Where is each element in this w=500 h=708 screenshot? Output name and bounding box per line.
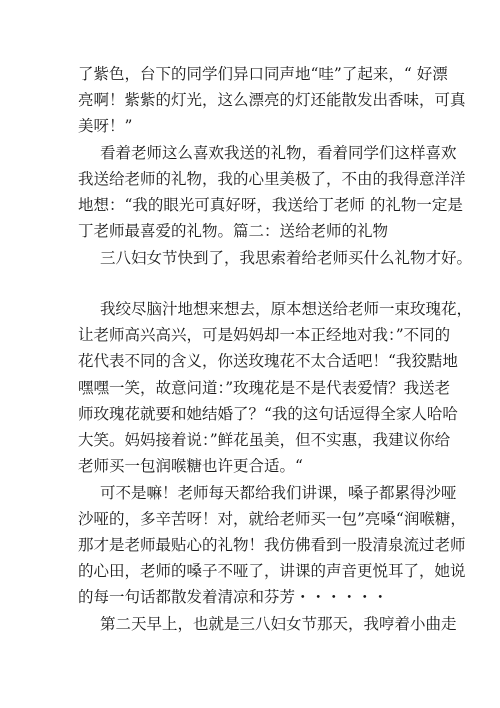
text-line: 让老师高兴高兴，可是妈妈却一本正经地对我：”不同的 [78,326,451,344]
paragraph-start-line: 三八妇女节快到了，我思索着给老师买什么礼物才好。 [100,249,473,267]
text-line: 沙哑的，多辛苦呀！对，就给老师买一包”亮嗓“润喉糖， [78,510,466,528]
text-line: 亮啊！紫紫的灯光，这么漂亮的灯还能散发出香味，可真 [78,91,466,109]
text-line: 地想：“我的眼光可真好呀，我送给丁老师 的礼物一定是 [78,196,463,214]
text-line: 美呀！” [78,117,133,135]
text-line: 师玫瑰花就要和她结婚了？“我的这句话逗得全家人哈哈 [78,405,458,423]
text-line: 的每一句话都散发着清凉和芬芳・・・・・・ [78,588,389,606]
text-line: 嘿嘿一笑，故意问道：”玫瑰花是不是代表爱情？我送老 [78,379,451,397]
paragraph-start-line: 看着老师这么喜欢我送的礼物，看着同学们这样喜欢 [100,144,457,162]
text-line: 大笑。妈妈接着说：”鲜花虽美，但不实惠，我建议你给 [78,431,451,449]
text-line: 花代表不同的含义，你送玫瑰花不太合适吧！“我狡黠地 [78,352,458,370]
text-line: 了紫色，台下的同学们异口同声地“哇”了起来，“ 好漂 [78,65,448,83]
text-line: 我送给老师的礼物，我的心里美极了，不由的我得意洋洋 [78,170,466,188]
text-line: 那才是老师最贴心的礼物！我仿佛看到一股清泉流过老师 [78,536,466,554]
text-line: 的心田，老师的嗓子不哑了，讲课的声音更悦耳了，她说 [78,562,466,580]
text-line: 丁老师最喜爱的礼物。篇二：送给老师的礼物 [78,222,389,240]
paragraph-start-line: 可不是嘛！老师每天都给我们讲课，嗓子都累得沙哑 [100,484,457,502]
text-line: 老师买一包润喉糖也许更合适。“ [78,457,303,475]
paragraph-start-line: 第二天早上，也就是三八妇女节那天，我哼着小曲走 [100,615,457,633]
paragraph-start-line: 我绞尽脑汁地想来想去，原本想送给老师一束玫瑰花， [100,300,473,318]
